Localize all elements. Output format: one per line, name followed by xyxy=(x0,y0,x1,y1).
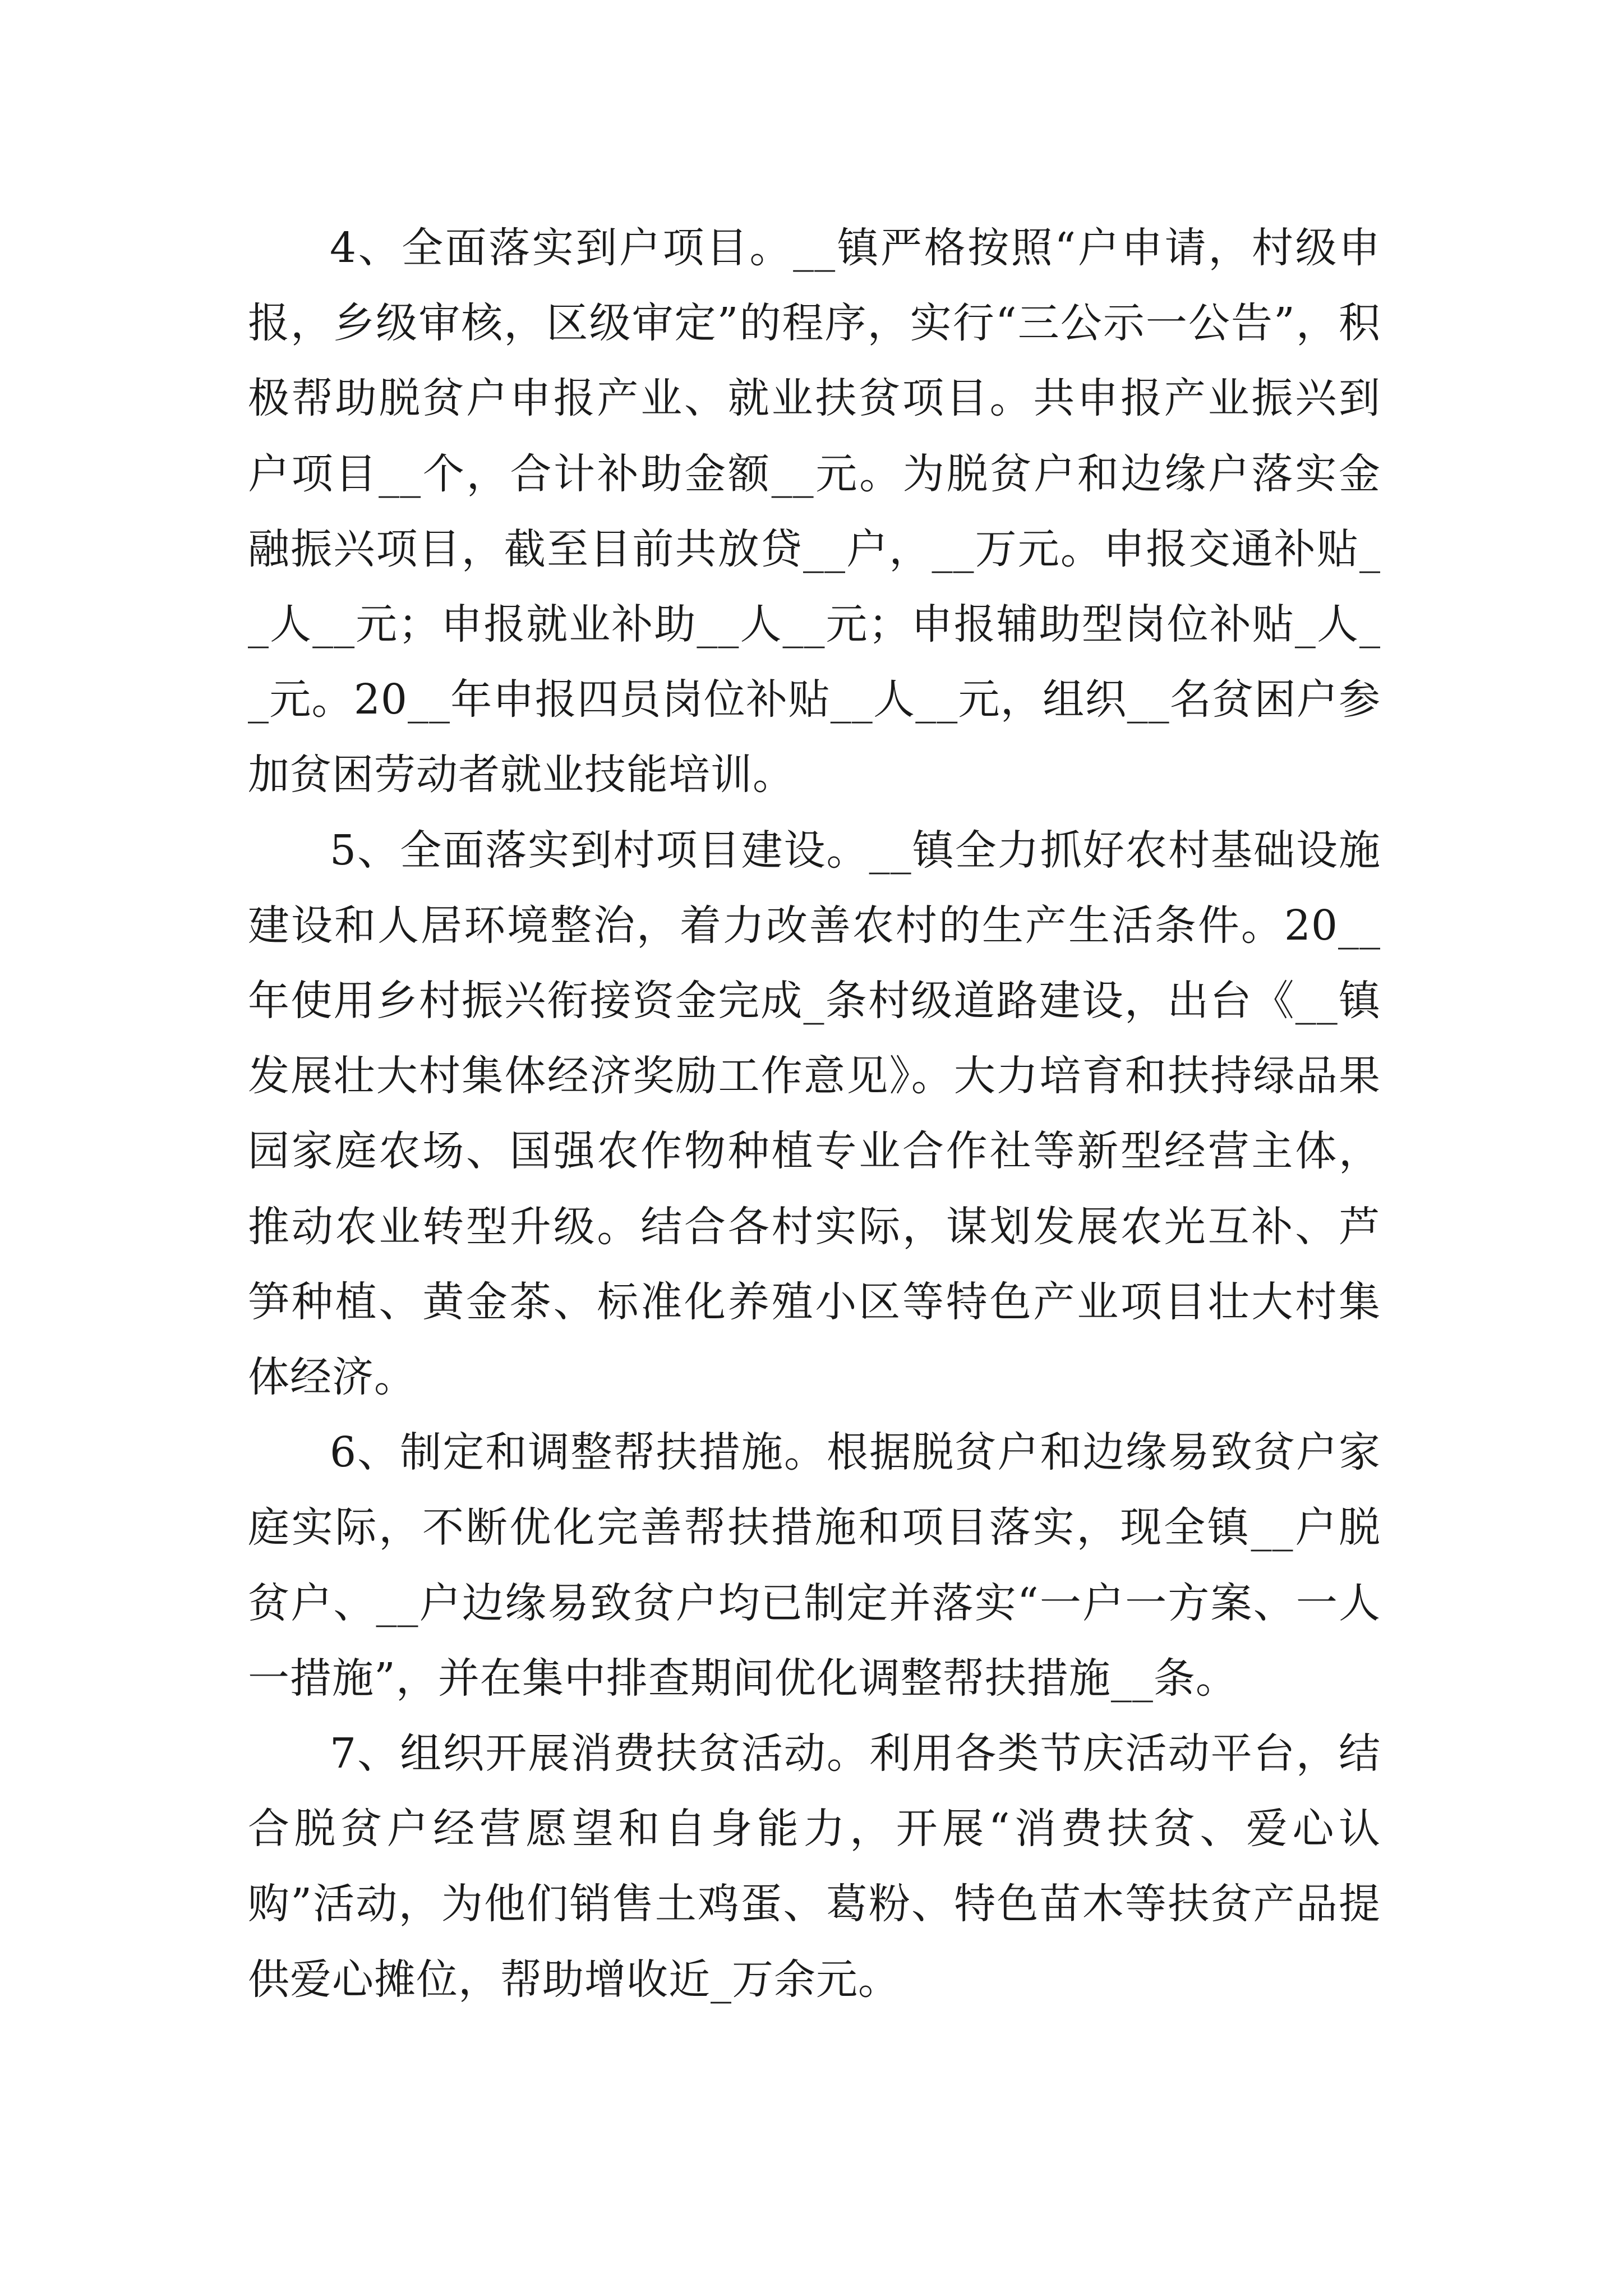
document-body xyxy=(248,210,1381,2017)
paragraph-item-5: 5、全面落实到村项目建设。__镇全力抓好农村基础设施建设和人居环境整治，着力改善农村的生产生活条件。20__年使用乡村振兴衔接资金完成_条村级道路建设，出台《__镇发展壮大村集体经济奖励工作意见》。大力培育和扶持绿品果园家庭农场、国强农作物种植专业合作社等新型经营主体，推动农业转型升级。结合各村实际，谋划发展农光互补、芦笋种植、黄金茶、标准化养殖小区等特色产业项目壮大村集体经济。 xyxy=(248,826,1381,1402)
paragraph-item-6: 6、制定和调整帮扶措施。根据脱贫户和边缘易致贫户家庭实际，不断优化完善帮扶措施和项目落实，现全镇__户脱贫户、__户边缘易致贫户均已制定并落实“一户一方案、一人一措施”，并在集中排查期间优化调整帮扶措施__条。 xyxy=(248,1428,1381,1703)
paragraph-item-4: 4、全面落实到户项目。__镇严格按照“户申请，村级申报，乡级审核，区级审定”的程序，实行“三公示一公告”，积极帮助脱贫户申报产业、就业扶贫项目。共申报产业振兴到户项目__个，合计补助金额__元。为脱贫户和边缘户落实金融振兴项目，截至目前共放贷__户，__万元。申报交通补贴__人__元；申报就业补助__人__元；申报辅助型岗位补贴_人__元。20__年申报四员岗位补贴__人__元，组织__名贫困户参加贫困劳动者就业技能培训。 xyxy=(248,224,1381,799)
paragraph-item-7: 7、组织开展消费扶贫活动。利用各类节庆活动平台，结合脱贫户经营愿望和自身能力，开展“消费扶贫、爱心认购”活动，为他们销售土鸡蛋、葛粉、特色苗木等扶贫产品提供爱心摊位，帮助增收近_万余元。 xyxy=(248,1729,1381,2004)
